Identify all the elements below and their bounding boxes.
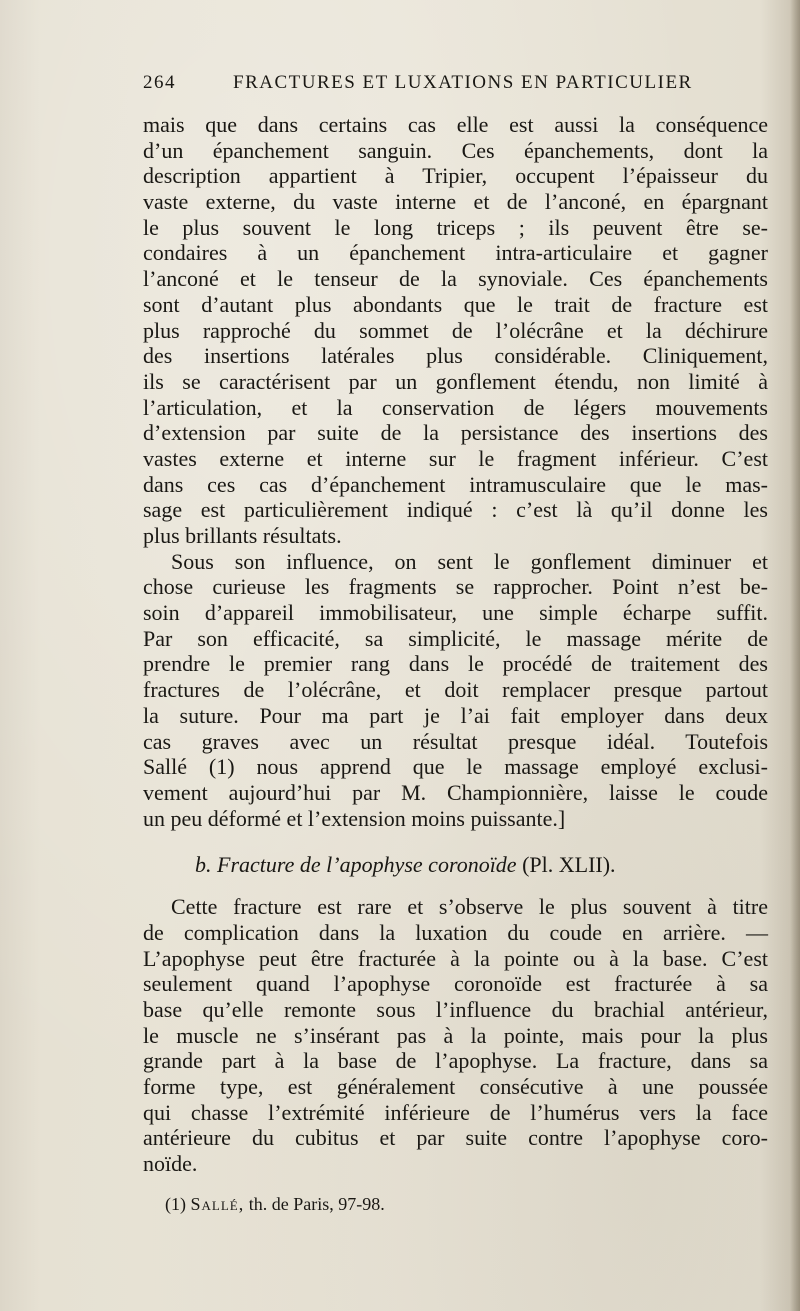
text-line: grande part à la base de l’apophyse. La fracture, dans sa [143,1048,768,1074]
text-line: seulement quand l’apophyse coronoïde est fracturée à sa [143,971,768,997]
text-line: vement aujourd’hui par M. Championnière, laisse le coude [143,779,768,805]
footnote [143,1191,768,1217]
page-header [143,72,763,102]
plate-reference: (Pl. XLII). [522,852,616,878]
text-line: L’apophyse peut être fracturée à la pointe ou à la base. C’est [143,945,768,971]
text-line: forme type, est généralement consécutive à une poussée [143,1074,768,1100]
text-line: Cette fracture est rare et s’observe le plus souvent à titre [171,894,768,920]
text-line: la suture. Pour ma part je l’ai fait employer dans deux [143,702,768,728]
body-text [143,112,768,1217]
footnote-author: Sallé, [190,1193,245,1214]
text-line: noïde. [143,1151,198,1177]
text-line: soin d’appareil immobilisateur, une simple écharpe suffit. [143,600,768,626]
paragraph-coronoid [143,894,768,1177]
running-title: FRACTURES ET LUXATIONS EN PARTICULIER [233,72,693,93]
text-line: chose curieuse les fragments se rapprocher. Point n’est be- [143,574,768,600]
section-title: Fracture de l’apophyse coronoïde [217,852,517,878]
footnote-spacer [143,1177,768,1191]
text-line: cas graves avec un résultat presque idéal. Toutefois [143,728,768,754]
text-line: le muscle ne s’insérant pas à la pointe, mais pour la plus [143,1022,768,1048]
text-line: mais que dans certains cas elle est aussi la conséquence [143,112,768,137]
text-line: un peu déformé et l’extension moins puissante.] [143,805,566,831]
text-line: l’articulation, et la conservation de légers mouvements [143,394,768,420]
paragraph-massage [143,549,768,832]
page-number: 264 [143,72,176,93]
text-line: ils se caractérisent par un gonflement étendu, non limité à [143,368,768,394]
text-line: condaires à un épanchement intra-articulaire et gagner [143,240,768,266]
page-edge-shadow [790,0,800,1311]
text-line: le plus souvent le long triceps ; ils peuvent être se- [143,214,768,240]
footnote-marker: (1) [165,1193,186,1214]
text-line: sont d’autant plus abondants que le trait de fracture est [143,291,768,317]
text-line: description appartient à Tripier, occupent l’épaisseur du [143,163,768,189]
text-line: Par son efficacité, sa simplicité, le massage mérite de [143,625,768,651]
text-line: plus rapproché du sommet de l’olécrâne et la déchirure [143,317,768,343]
section-label: b. [195,852,212,878]
text-line: des insertions latérales plus considérable. Cliniquement, [143,343,768,369]
text-line: fractures de l’olécrâne, et doit remplacer presque partout [143,677,768,703]
text-line: Sallé (1) nous apprend que le massage employé exclusi- [143,754,768,780]
section-heading [143,831,768,891]
text-line: d’extension par suite de la persistance des insertions des [143,420,768,446]
text-line: qui chasse l’extrémité inférieure de l’humérus vers la face [143,1099,768,1125]
text-line: de complication dans la luxation du coude en arrière. — [143,919,768,945]
text-line: dans ces cas d’épanchement intramusculaire que le mas- [143,471,768,497]
text-line: base qu’elle remonte sous l’influence du brachial antérieur, [143,997,768,1022]
text-line: l’anconé et le tenseur de la synoviale. Ces épanchements [143,266,768,292]
paragraph-continuation [143,112,768,549]
text-line: vastes externe et interne sur le fragment inférieur. C’est [143,445,768,471]
text-line: d’un épanchement sanguin. Ces épanchements, dont la [143,137,768,163]
text-line: antérieure du cubitus et par suite contre l’apophyse coro- [143,1125,768,1151]
footnote-text: th. de Paris, 97-98. [248,1193,385,1214]
text-line: Sous son influence, on sent le gonflement diminuer et [171,548,768,574]
text-line: vaste externe, du vaste interne et de l’anconé, en épargnant [143,189,768,215]
text-line: prendre le premier rang dans le procédé de traitement des [143,651,768,677]
text-line: plus brillants résultats. [143,523,342,548]
text-line: sage est particulièrement indiqué : c’est là qu’il donne les [143,497,768,523]
